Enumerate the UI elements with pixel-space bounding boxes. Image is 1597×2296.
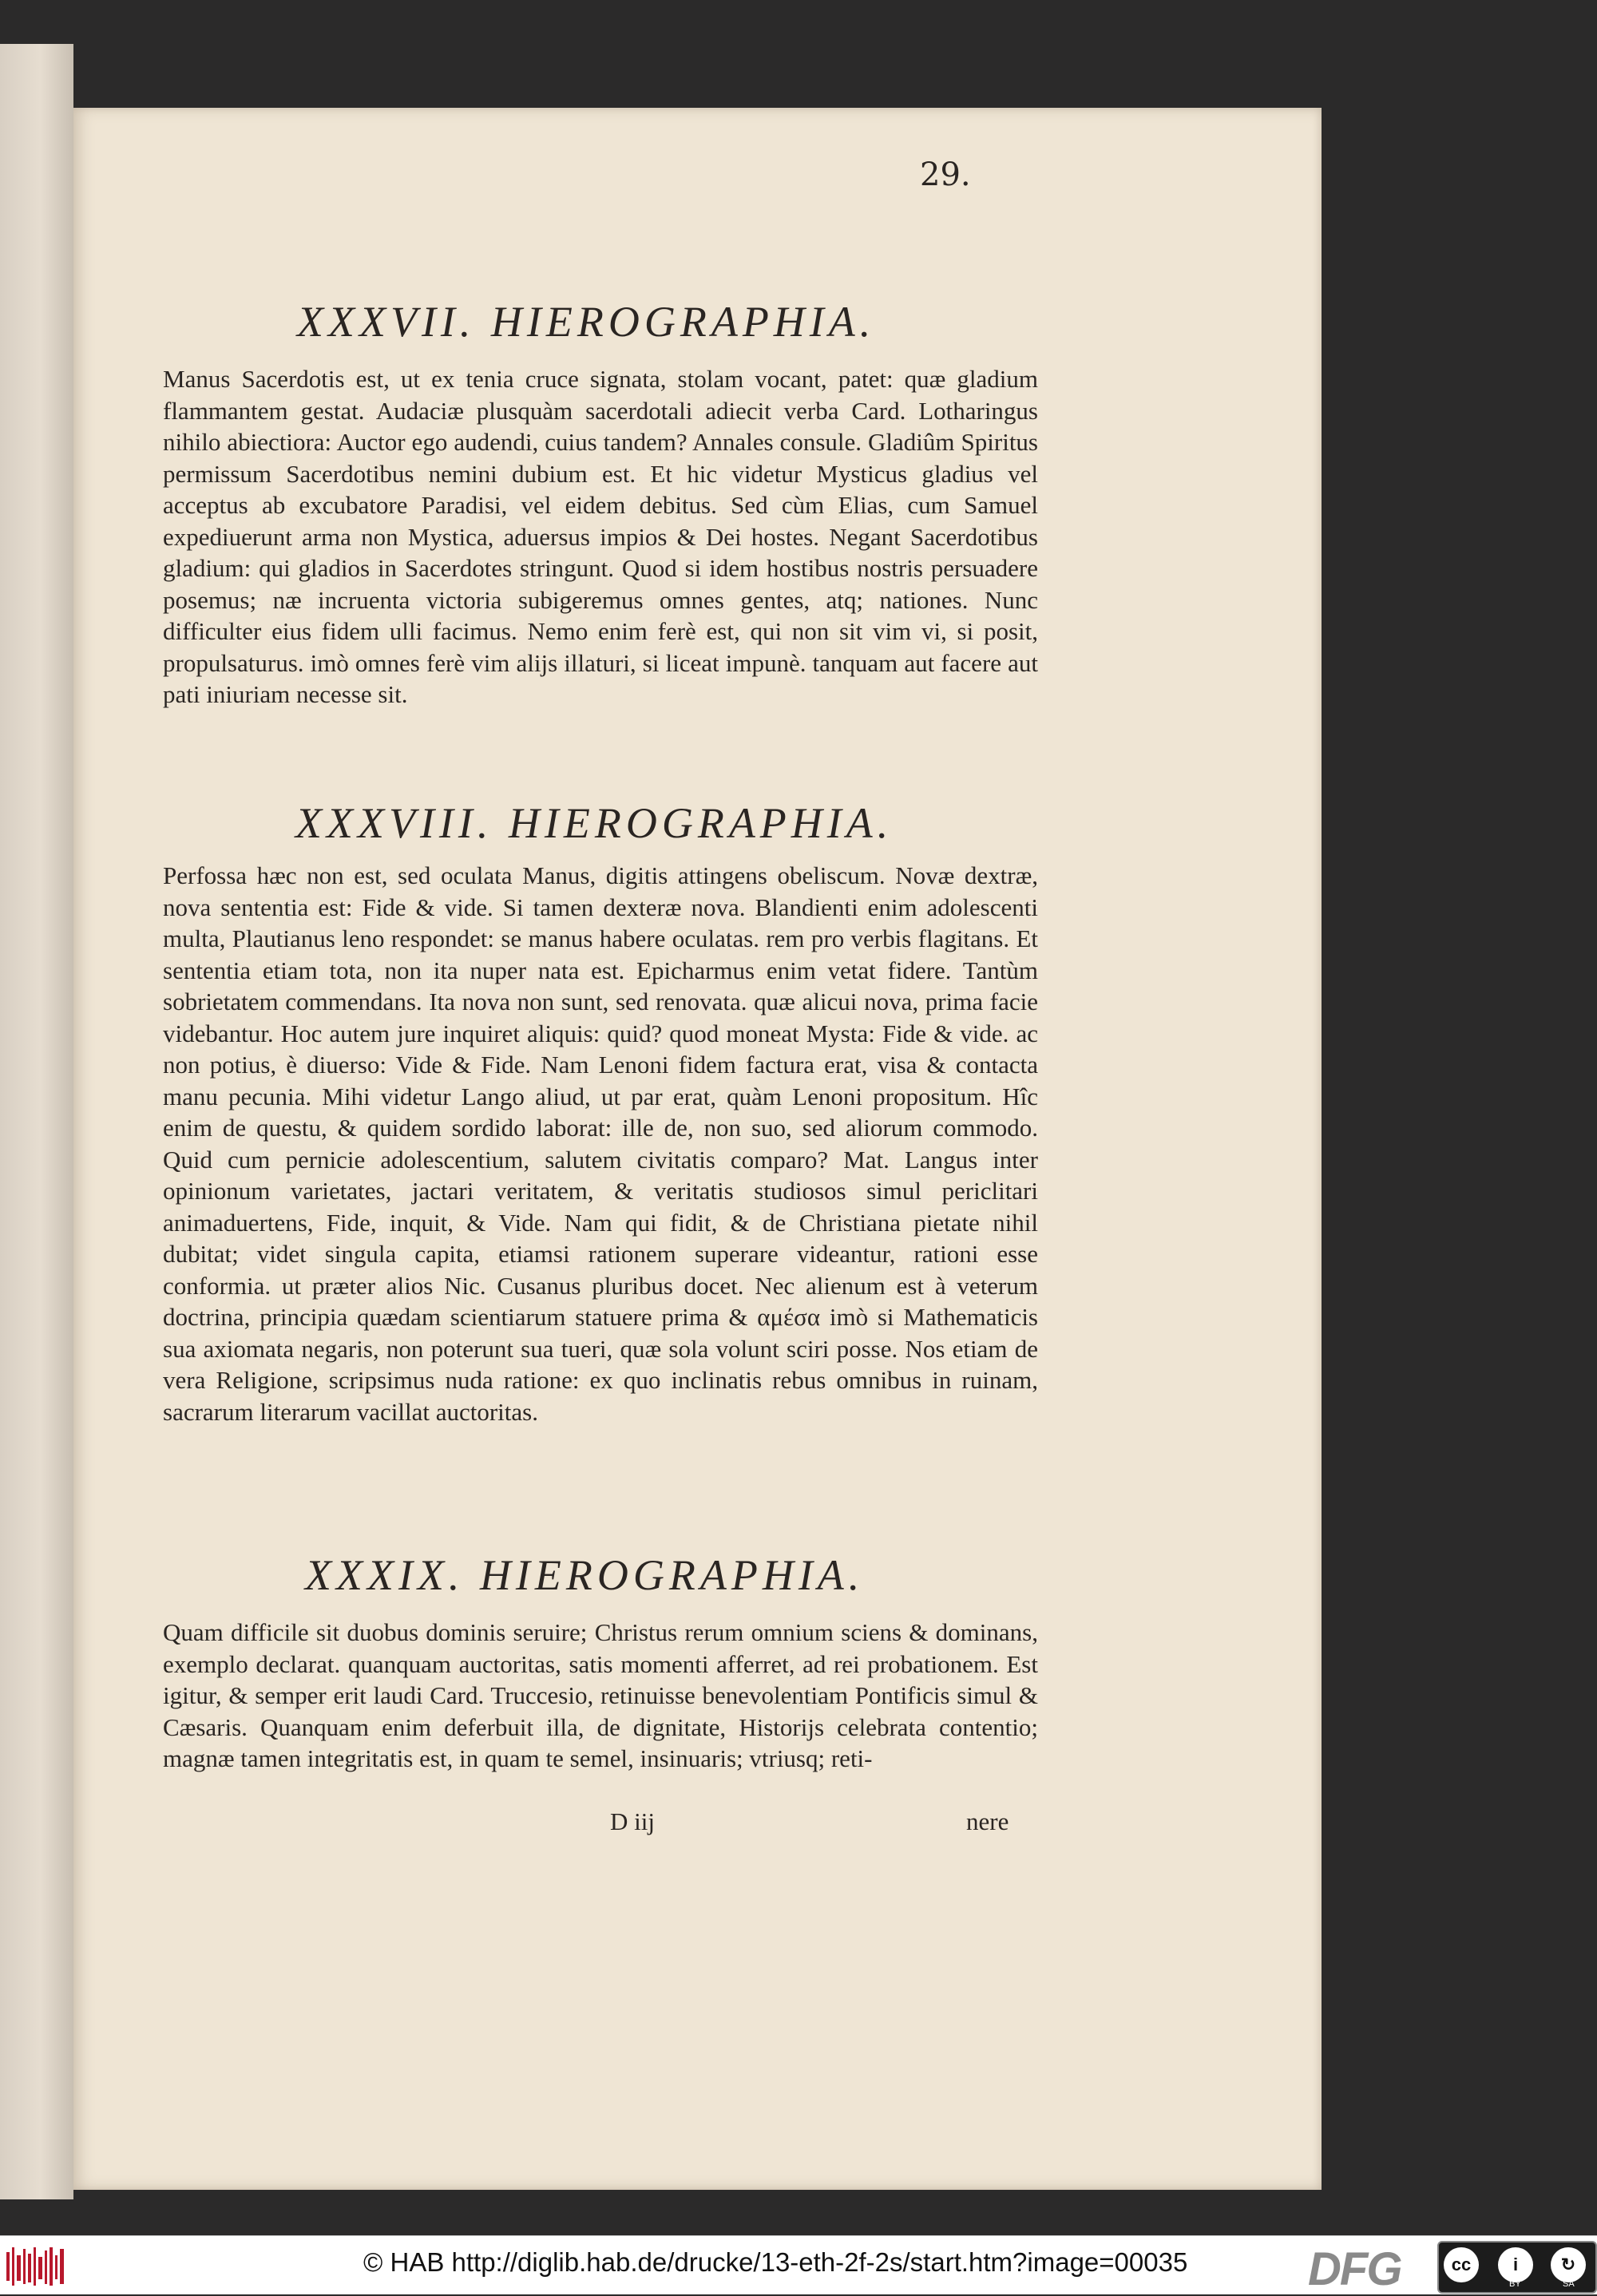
section-text-38: Perfossa hæc non est, sed oculata Manus, digitis attingens obeliscum. Novæ dextræ, nova sententia est: Fide & vide. Si tamen dexteræ nova. Blandienti enim adolescenti multa, Plautianus leno respondet: se manus habere oculatas. rem pro verbis flagitans. Et sententia etiam tota, non ita nuper nata est. Epicharmus enim vetat fidere. Tantùm sobrietatem commendans. Ita nova non sunt, sed renovata. quæ alicui nova, prima facie videbantur. Hoc autem jure inquiret aliquis: quid? quod moneat Mysta: Fide & vide. ac non potius, è diuerso: Vide & Fide. Nam Lenoni fidem factura erat, visa & contacta manu pecunia. Mihi videtur Lango aliud, ut par erat, quàm Lenoni propositum. Hîc enim de questu, & quidem sordido laborat: ille de, non suo, sed aliorum commodo. Quid cum pernicie adolescentium, salutem civitatis comparo? Mat. Langus inter opinionum varietates, jactari veritatem, & veritatis studiosos simul periclitari animaduertens, Fide, inquit, & Vide. Nam qui fidit, & de Christiana pietate nihil dubitat; videt singula capita, etiamsi rationem superare videantur, rationi esse conformia. ut præter alios Nic. Cusanus pluribus docet. Nec alienum est à veterum doctrina, principia quædam scientiarum statuere prima & αμέσα imò si Mathematicis sua axiomata negaris, non poterunt sua tueri, quæ sola volunt sciri posse. Nos etiam de vera Religione, scripsimus nuda ratione: ex quo inclinatis rebus omnibus in ruinam, sacrarum literarum vacillat auctoritas. [163, 861, 1038, 1426]
cc-icon: cc [1444, 2247, 1479, 2282]
source-url[interactable]: © HAB http://diglib.hab.de/drucke/13-eth-2f-2s/start.htm?image=00035 [363, 2247, 1188, 2277]
page-number: 29. [920, 156, 971, 193]
viewer-footer [0, 2235, 1597, 2294]
sa-label: SA [1563, 2279, 1575, 2289]
section-heading-39: XXXIX. HIEROGRAPHIA. [305, 1551, 865, 1599]
catchword: nere [966, 1807, 1009, 1835]
by-label: BY [1509, 2279, 1521, 2289]
attribution-icon: i [1498, 2247, 1533, 2282]
dfg-logo: DFG [1308, 2243, 1401, 2295]
previous-page-edge [0, 44, 73, 2199]
signature-mark: D iij [610, 1807, 655, 1835]
share-alike-icon: ↻ [1551, 2247, 1586, 2282]
section-text-37: Manus Sacerdotis est, ut ex tenia cruce signata, stolam vocant, patet: quæ gladium flammantem gestat. Audaciæ plusquàm sacerdotali adiecit verba Card. Lotharingus nihilo abiectiora: Auctor ego audendi, cuius tandem? Annales consule. Gladiûm Spiritus permissum Sacerdotibus nemini dubium est. Et hic videtur Mysticus gladius vel acceptus ab excubatore Paradisi, vel eidem debitus. Sed cùm Elias, cum Samuel expediuerunt arma non Mystica, aduersus impios & Dei hostes. Negant Sacerdotibus gladium: qui gladios in Sacerdotes stringunt. Quod si idem hostibus nostris persuadere posemus; næ incruenta victoria subigeremus omnes gentes, atq; nationes. Nunc difficulter eius fidem ulli facimus. Nemo enim ferè est, qui non sit vim vi, si posit, propulsaturus. imò omnes ferè vim alijs illaturi, si liceat impunè. tanquam aut facere aut pati iniuriam necesse sit. [163, 365, 1038, 708]
section-heading-38: XXXVIII. HIEROGRAPHIA. [295, 799, 894, 847]
cc-license-badge[interactable] [1437, 2241, 1597, 2294]
section-text-39: Quam difficile sit duobus dominis seruire; Christus rerum omnium sciens & dominans, exemplo declarat. quanquam auctoritas, satis momenti afferret, ad rei probationem. Est igitur, & semper erit laudi Card. Truccesio, retinuisse benevolentiam Pontificis simul & Cæsaris. Quanquam enim deferbuit illa, de dignitate, Historijs celebrata contentio; magnæ tamen integritatis est, in quam te semel, insinuaris; vtriusq; reti- [163, 1618, 1038, 1772]
section-heading-37: XXXVII. HIEROGRAPHIA. [297, 298, 876, 346]
hab-barcode-icon [6, 2247, 67, 2286]
